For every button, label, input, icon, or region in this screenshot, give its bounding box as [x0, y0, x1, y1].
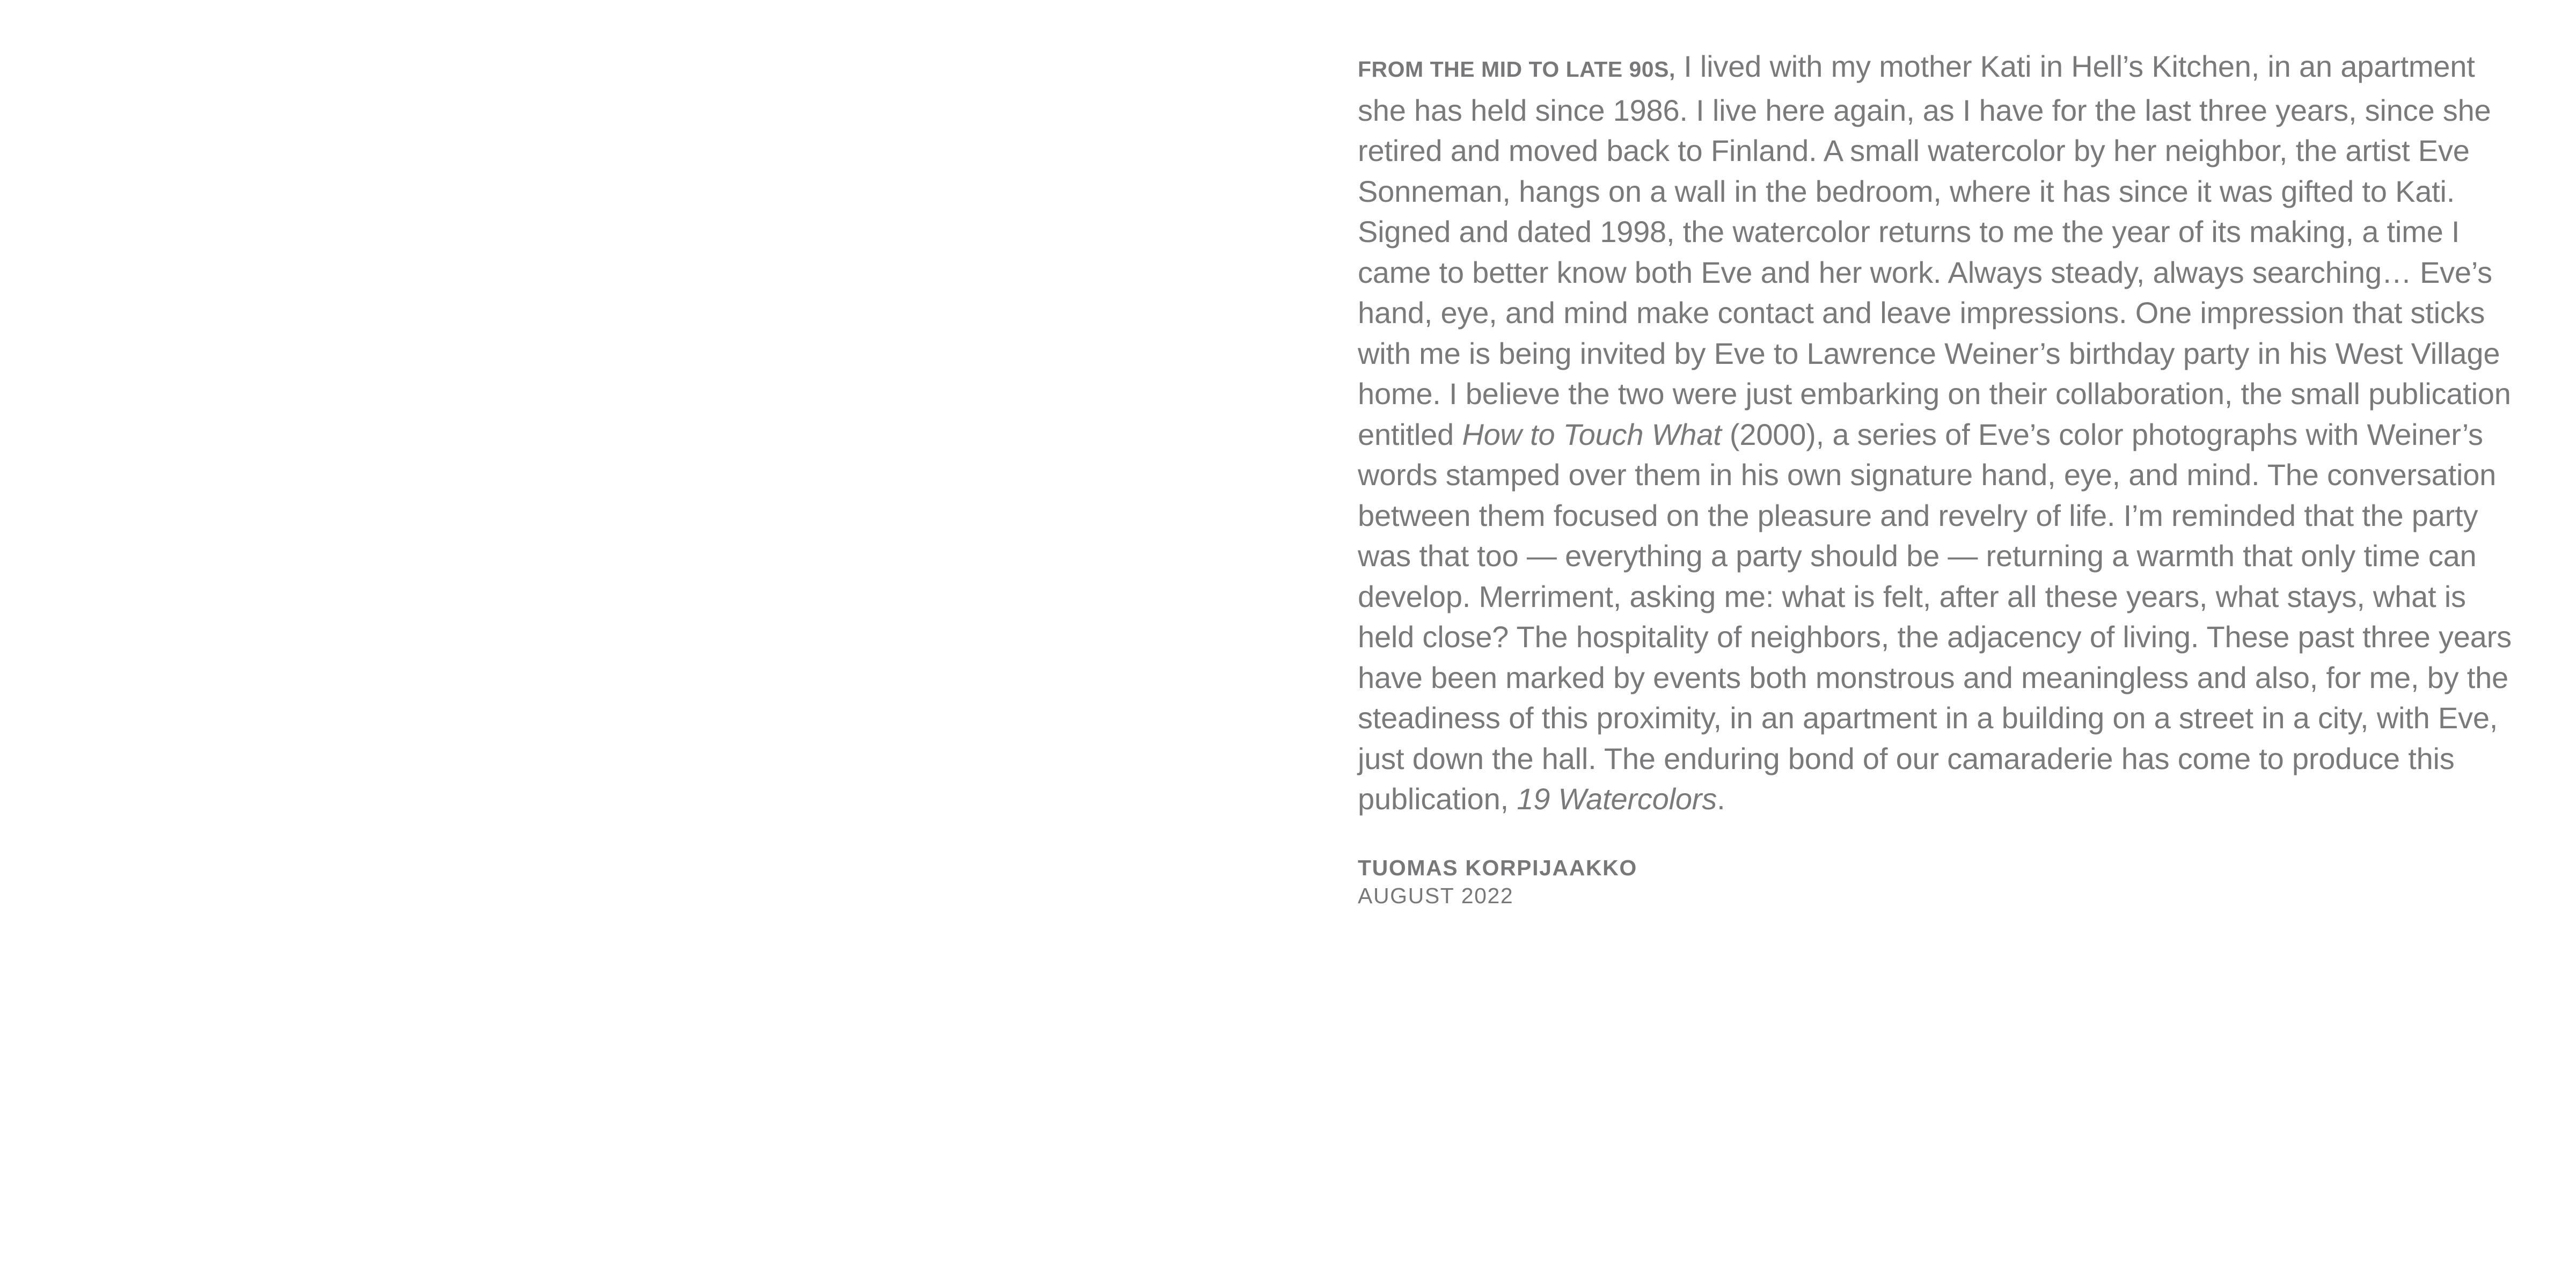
author-name: TUOMAS KORPIJAAKKO [1358, 855, 1637, 880]
essay-text-part-3: . [1717, 782, 1725, 816]
essay-text-part-2: (2000), a series of Eve’s color photographs with Weiner’s words stamped over them in his own signature hand, eye, and mind. The conversation between them focused on the pleasure and revelry of life. I’m reminded that the party was that too — everything a party should be — returning a warmth that only time can develop. Merriment, asking me: what is felt, after all these years, what stays, what is held close? The hospitality of neighbors, the adjacency of living. These past three years have been marked by events both monstrous and meaningless and also, for me, by the steadiness of this proximity, in an apartment in a building on a street in a city, with Eve, just down the hall. The enduring bond of our camaraderie has come to produce this publication, [1358, 417, 2512, 816]
essay-column [1358, 46, 2528, 910]
signature-date: AUGUST 2022 [1358, 883, 1514, 908]
publication-title-how-to-touch-what: How to Touch What [1462, 417, 1722, 451]
essay-text-part-1: I lived with my mother Kati in Hell’s Kitchen, in an apartment she has held since 1986. I live here again, as I have for the last three years, since she retired and moved back to Finland. A small watercolor by her neighbor, the artist Eve Sonneman, hangs on a wall in the bedroom, where it has since it was gifted to Kati. Signed and dated 1998, the watercolor returns to me the year of its making, a time I came to better know both Eve and her work. Always steady, always searching… Eve’s hand, eye, and mind make contact and leave impressions. One impression that sticks with me is being invited by Eve to Lawrence Weiner’s birthday party in his West Village home. I believe the two were just embarking on their collaboration, the small publication entitled [1358, 49, 2511, 451]
essay-lead-in: FROM THE MID TO LATE 90S, [1358, 57, 1675, 82]
publication-title-19-watercolors: 19 Watercolors [1517, 782, 1717, 816]
signature-block [1358, 854, 2528, 910]
essay-paragraph [1358, 46, 2528, 819]
